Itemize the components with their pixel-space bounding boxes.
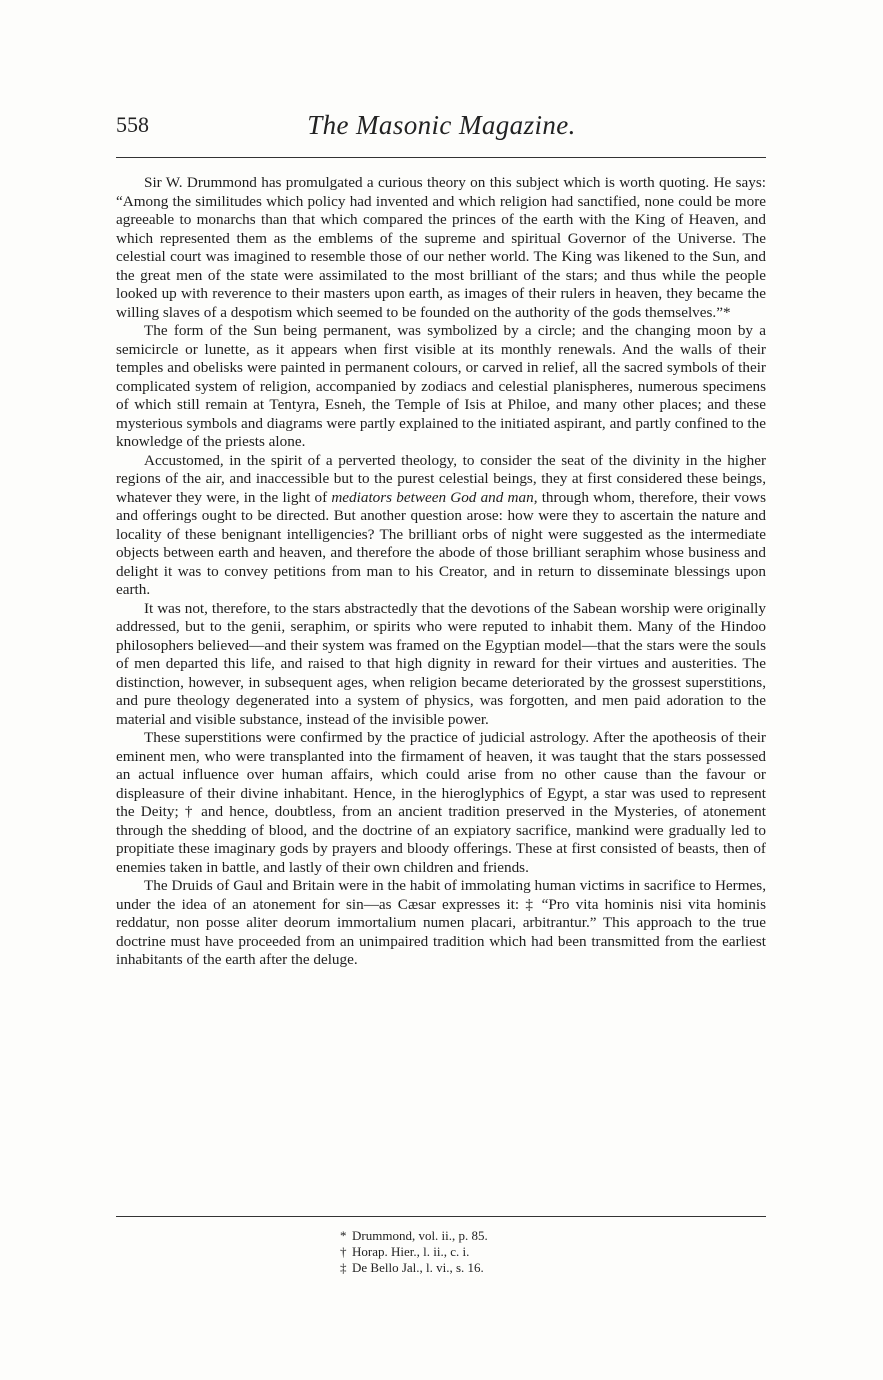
text-segment: Sir W. Drummond has promulgated a curious theory on this subject which is worth quoting. He says: “Among the similitudes which policy had invented and which religion had sanctified, none could be more agreeable to monarchs than that which compared the princes of the earth with the King of Heaven, and which represented them as the emblems of the supreme and spiritual Governor of the Universe. The celestial court was imagined to resemble those of our nether world. The King was likened to the Sun, and the great men of the state were assimilated to the most brilliant of the stars; and thus while the people looked up with reverence to their masters upon earth, as images of their rulers in heaven, they became the willing slaves of a despotism which seemed to be founded on the authority of the gods themselves.”*: [116, 174, 766, 321]
footnote-text: Drummond, vol. ii., p. 85.: [352, 1228, 488, 1243]
article-body: [116, 174, 766, 970]
footnote-text: Horap. Hier., l. ii., c. i.: [352, 1244, 470, 1259]
footnote-rule: [116, 1216, 766, 1217]
footnote: [340, 1260, 488, 1276]
text-segment: These superstitions were confirmed by the practice of judicial astrology. After the apotheosis of their eminent men, who were transplanted into the firmament of heaven, it was taught that the stars possessed an actual influence over human affairs, which could arise from no other cause than the favour or displeasure of their divine inhabitant. Hence, in the hieroglyphics of Egypt, a star was used to represent the Deity; † and hence, doubtless, from an ancient tradition preserved in the Mysteries, of atonement through the shedding of blood, and the doctrine of an expiatory sacrifice, mankind were gradually led to propitiate these imaginary gods by prayers and bloody offerings. These at first consisted of beasts, then of enemies taken in battle, and lastly of their own children and friends.: [116, 729, 766, 876]
header-rule: [116, 157, 766, 158]
footnotes: [340, 1228, 488, 1276]
paragraph: [116, 600, 766, 730]
footnote-mark: *: [340, 1228, 347, 1243]
footnote: [340, 1244, 488, 1260]
paragraph: [116, 322, 766, 452]
footnote-mark: †: [340, 1244, 347, 1259]
text-segment: It was not, therefore, to the stars abstractedly that the devotions of the Sabean worship were originally addressed, but to the genii, seraphim, or spirits who were reputed to inhabit them. Many of the Hindoo philosophers believed—and their system was framed on the Egyptian model—that the stars were the souls of men departed this life, and raised to that high dignity in reward for their virtues and austerities. The distinction, however, in subsequent ages, when religion became deteriorated by the grossest superstitions, and pure theology degenerated into a system of physics, was forgotten, and men paid adoration to the material and visible substance, instead of the invisible power.: [116, 599, 766, 728]
paragraph: [116, 877, 766, 970]
running-head: The Masonic Magazine.: [307, 110, 576, 140]
paragraph: [116, 729, 766, 877]
text-segment: through whom, therefore, their vows and offerings ought to be directed. But another question arose: how were they to ascertain the nature and locality of these benignant intelligencies? The brilliant orbs of night were suggested as the intermediate objects between earth and heaven, and therefore the abode of those brilliant seraphim whose business and delight it was to convey petitions from man to his Creator, and in return to disseminate blessings upon earth.: [116, 488, 766, 598]
page-number: 558: [116, 112, 149, 137]
footnote-mark: ‡: [340, 1260, 347, 1275]
text-segment: The form of the Sun being permanent, was symbolized by a circle; and the changing moon by a semicircle or lunette, as it appears when first visible at its monthly renewals. And the walls of their temples and obelisks were painted in permanent colours, or carved in relief, all the sacred symbols of their complicated system of religion, accompanied by zodiacs and celestial planispheres, numerous specimens of which still remain at Tentyra, Esneh, the Temple of Isis at Philoe, and many other places; and these mysterious symbols and diagrams were partly explained to the initiated aspirant, and partly confined to the knowledge of the priests alone.: [116, 322, 766, 450]
text-segment: Accustomed, in the spirit of a perverted theology, to consider the seat of the divinity in the higher regions of the air, and inaccessible but to the purest celestial beings, they at first considered these beings, whatever they were, in the light of: [116, 451, 766, 506]
footnote: [340, 1228, 488, 1244]
paragraph: [116, 174, 766, 322]
footnote-text: De Bello Jal., l. vi., s. 16.: [352, 1260, 484, 1275]
italic-segment: mediators between God and man,: [331, 488, 538, 506]
paragraph: [116, 452, 766, 600]
text-segment: The Druids of Gaul and Britain were in the habit of immolating human victims in sacrifice to Hermes, under the idea of an atonement for sin—as Cæsar expresses it: ‡ “Pro vita hominis nisi vita hominis reddatur, non posse aliter deorum immortalium numen placari, arbitrantur.” This approach to the true doctrine must have proceeded from an unimpaired tradition which had been transmitted from the earliest inhabitants of the earth after the deluge.: [116, 877, 766, 968]
